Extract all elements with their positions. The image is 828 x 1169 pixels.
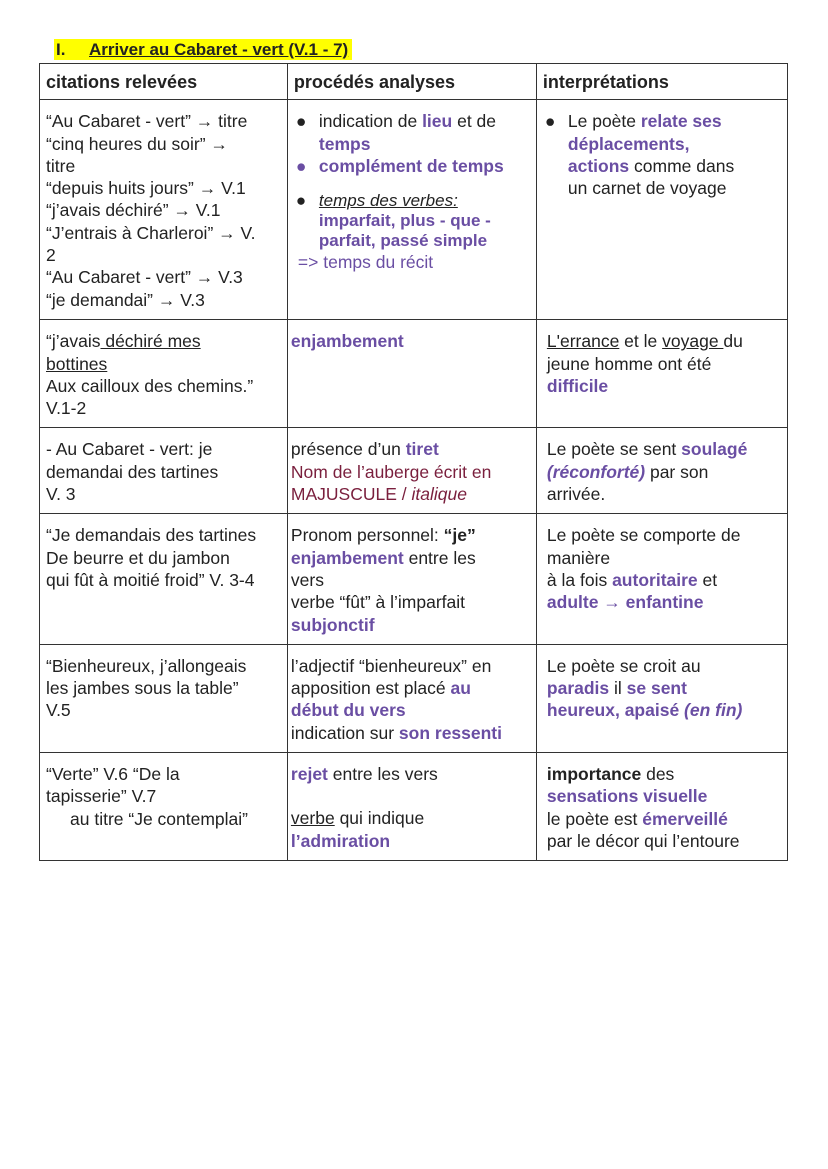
section-number: I. (56, 40, 66, 59)
list-item: ● Le poète relate ses déplacements, actions comme dans un carnet de voyage (544, 111, 735, 199)
interpretation-cell: L'errance et le voyage du jeune homme ont été difficile (536, 320, 787, 428)
list-item: ● complément de temps (295, 155, 504, 176)
citations-cell: “j’avais déchiré mes bottines Aux cailloux des chemins.” V.1-2 (40, 320, 288, 428)
table-row (40, 753, 788, 861)
interpretation-cell: importance des sensations visuelle le poète est émerveillé par le décor qui l’entoure (536, 753, 787, 861)
table-row (40, 644, 788, 752)
procedes-cell: présence d’un tiret Nom de l’auberge écrit en MAJUSCULE / italique (287, 428, 536, 514)
header-procedes: procédés analyses (287, 64, 536, 100)
procedes-cell: l’adjectif “bienheureux” en apposition est placé au début du vers indication sur son ressenti (287, 644, 536, 752)
section-title-text: Arriver au Cabaret - vert (V.1 - 7) (89, 40, 349, 59)
list-item: ● temps des verbes: imparfait, plus - que - parfait, passé simple (295, 191, 491, 251)
interpretation-cell: Le poète se comporte de manière à la fois autoritaire et adulte → enfantine (536, 514, 787, 644)
analysis-table (39, 63, 788, 861)
interpretation-cell: Le poète se croit au paradis il se sent heureux, apaisé (en fin) (536, 644, 787, 752)
bullet-icon: ● (544, 111, 556, 132)
procedes-cell: Pronom personnel: “je” enjambement entre les vers verbe “fût” à l’imparfait subjonctif (287, 514, 536, 644)
citations-cell: “Au Cabaret - vert” → titre “cinq heures du soir” → titre “depuis huits jours” → V.1 “j’avais déchiré” → V.1 “J’entrais à Charleroi” → V. 2 “Au Cabaret - vert” → V.3 “je demandai” → V.3 (40, 100, 288, 320)
citations-cell: “Verte” V.6 “De la tapisserie” V.7 au titre “Je contemplai” (40, 753, 288, 861)
table-row (40, 514, 788, 644)
procedes-cell: ● indication de lieu et de temps ● complément de temps ● temps des verbes: imparfait, plus - que - parfait, passé simple => temps du récit (287, 100, 536, 320)
table-row (40, 428, 788, 514)
citations-cell: “Bienheureux, j’allongeais les jambes sous la table” V.5 (40, 644, 288, 752)
header-interpretations: interprétations (536, 64, 787, 100)
section-title (54, 40, 352, 60)
table-row (40, 320, 788, 428)
procedes-cell: enjambement (287, 320, 536, 428)
header-citations: citations relevées (40, 64, 288, 100)
list-item: ● indication de lieu et de temps (295, 111, 497, 154)
bullet-icon: ● (295, 191, 307, 211)
table-header-row (40, 64, 788, 100)
interpretation-cell: Le poète se sent soulagé (réconforté) par son arrivée. (536, 428, 787, 514)
bullet-icon: ● (295, 155, 307, 176)
bullet-icon: ● (295, 111, 307, 132)
citations-cell: - Au Cabaret - vert: je demandai des tartines V. 3 (40, 428, 288, 514)
citations-cell: “Je demandais des tartines De beurre et du jambon qui fût à moitié froid” V. 3-4 (40, 514, 288, 644)
table-row (40, 100, 788, 320)
procedes-cell: rejet entre les vers verbe qui indique l’admiration (287, 753, 536, 861)
interpretation-cell (536, 100, 787, 320)
